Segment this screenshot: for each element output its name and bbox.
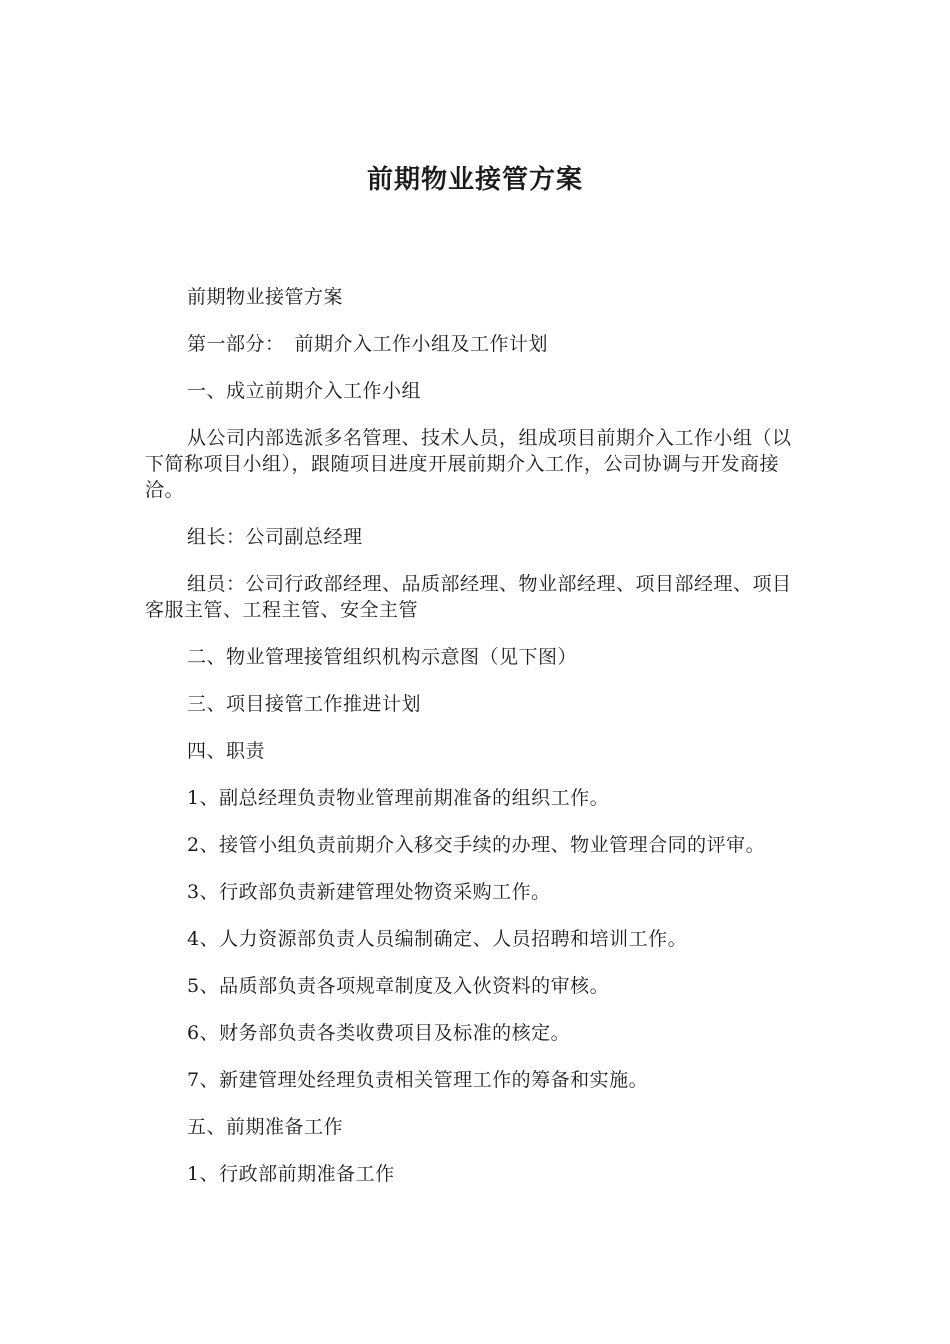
paragraph: 组员：公司行政部经理、品质部经理、物业部经理、项目部经理、项目客服主管、工程主管、安全主管 [145, 573, 792, 621]
document-title: 前期物业接管方案 [366, 165, 583, 195]
section-heading: 一、成立前期介入工作小组 [187, 380, 422, 402]
paragraph: 前期物业接管方案 [187, 286, 344, 308]
list-item: 3、行政部负责新建管理处物资采购工作。 [187, 881, 551, 903]
list-item: 6、财务部负责各类收费项目及标准的核定。 [187, 1022, 571, 1044]
document-body [145, 284, 810, 1208]
section-heading: 三、项目接管工作推进计划 [187, 693, 422, 715]
section-heading: 四、职责 [187, 740, 266, 762]
section-heading: 二、物业管理接管组织机构示意图（见下图） [187, 646, 578, 668]
paragraph: 从公司内部选派多名管理、技术人员，组成项目前期介入工作小组（以下简称项目小组），跟随项目进度开展前期介入工作，公司协调与开发商接洽。 [145, 427, 792, 501]
list-item: 2、接管小组负责前期介入移交手续的办理、物业管理合同的评审。 [187, 834, 766, 856]
list-item: 1、副总经理负责物业管理前期准备的组织工作。 [187, 787, 610, 809]
list-item: 5、品质部负责各项规章制度及入伙资料的审核。 [187, 975, 610, 997]
list-item: 1、行政部前期准备工作 [187, 1163, 395, 1185]
list-item: 7、新建管理处经理负责相关管理工作的筹备和实施。 [187, 1069, 649, 1091]
section-heading: 五、前期准备工作 [187, 1116, 344, 1138]
section-heading: 第一部分： 前期介入工作小组及工作计划 [187, 333, 549, 355]
paragraph: 组长：公司副总经理 [187, 526, 363, 548]
list-item: 4、人力资源部负责人员编制确定、人员招聘和培训工作。 [187, 928, 688, 950]
